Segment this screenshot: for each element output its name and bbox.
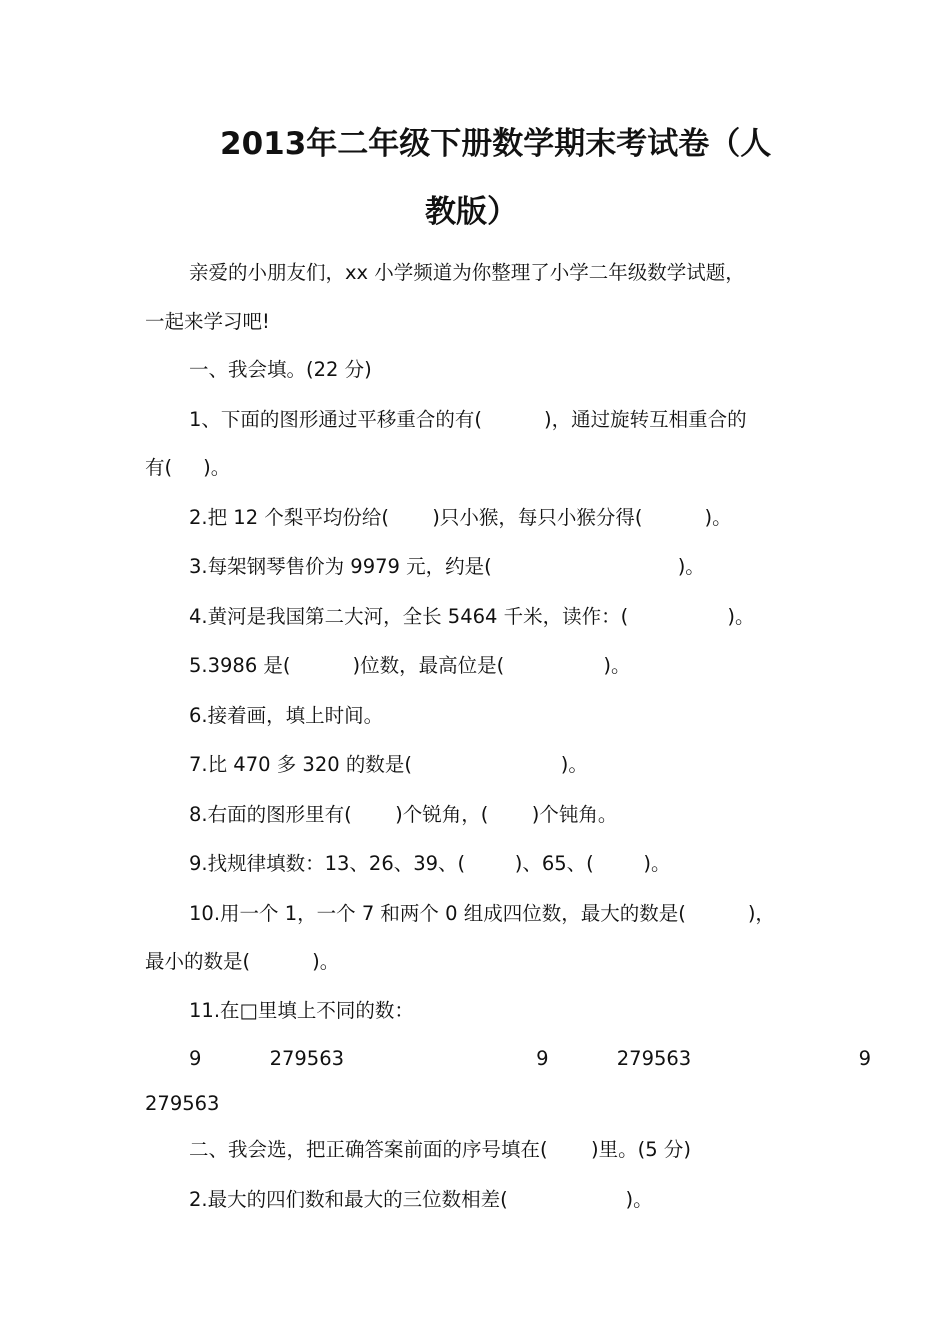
question-1-line-2: 有( )。 <box>145 456 231 479</box>
question-8: 8.右面的图形里有( )个锐角，( )个钝角。 <box>189 803 618 826</box>
question-11-numbers-line-1: 9 279563 9 279563 9 <box>189 1047 871 1070</box>
section-2-heading: 二、我会选，把正确答案前面的序号填在( )里。(5 分) <box>189 1138 691 1161</box>
question-7: 7.比 470 多 320 的数是( )。 <box>189 753 588 776</box>
intro-line-2: 一起来学习吧! <box>145 310 270 333</box>
document-title-line-1: 2013年二年级下册数学期末考试卷（人 <box>220 126 772 162</box>
question-4: 4.黄河是我国第二大河，全长 5464 千米，读作：( )。 <box>189 605 755 628</box>
section-2-question-2: 2.最大的四们数和最大的三位数相差( )。 <box>189 1188 653 1211</box>
question-9: 9.找规律填数：13、26、39、( )、65、( )。 <box>189 852 671 875</box>
question-6: 6.接着画，填上时间。 <box>189 704 384 727</box>
question-10-line-1: 10.用一个 1，一个 7 和两个 0 组成四位数，最大的数是( )， <box>189 902 775 925</box>
question-1-line-1: 1、下面的图形通过平移重合的有( )，通过旋转互相重合的 <box>189 408 747 431</box>
intro-line-1: 亲爱的小朋友们，xx 小学频道为你整理了小学二年级数学试题， <box>189 261 745 284</box>
question-5: 5.3986 是( )位数，最高位是( )。 <box>189 654 631 677</box>
question-3: 3.每架钢琴售价为 9979 元，约是( )。 <box>189 555 705 578</box>
question-11: 11.在□里填上不同的数： <box>189 999 414 1022</box>
question-10-line-2: 最小的数是( )。 <box>145 950 340 973</box>
document-title-line-2: 教版） <box>425 194 518 230</box>
question-2: 2.把 12 个梨平均份给( )只小猴，每只小猴分得( )。 <box>189 506 732 529</box>
question-11-numbers-line-2: 279563 <box>145 1092 220 1115</box>
section-1-heading: 一、我会填。(22 分) <box>189 358 372 381</box>
